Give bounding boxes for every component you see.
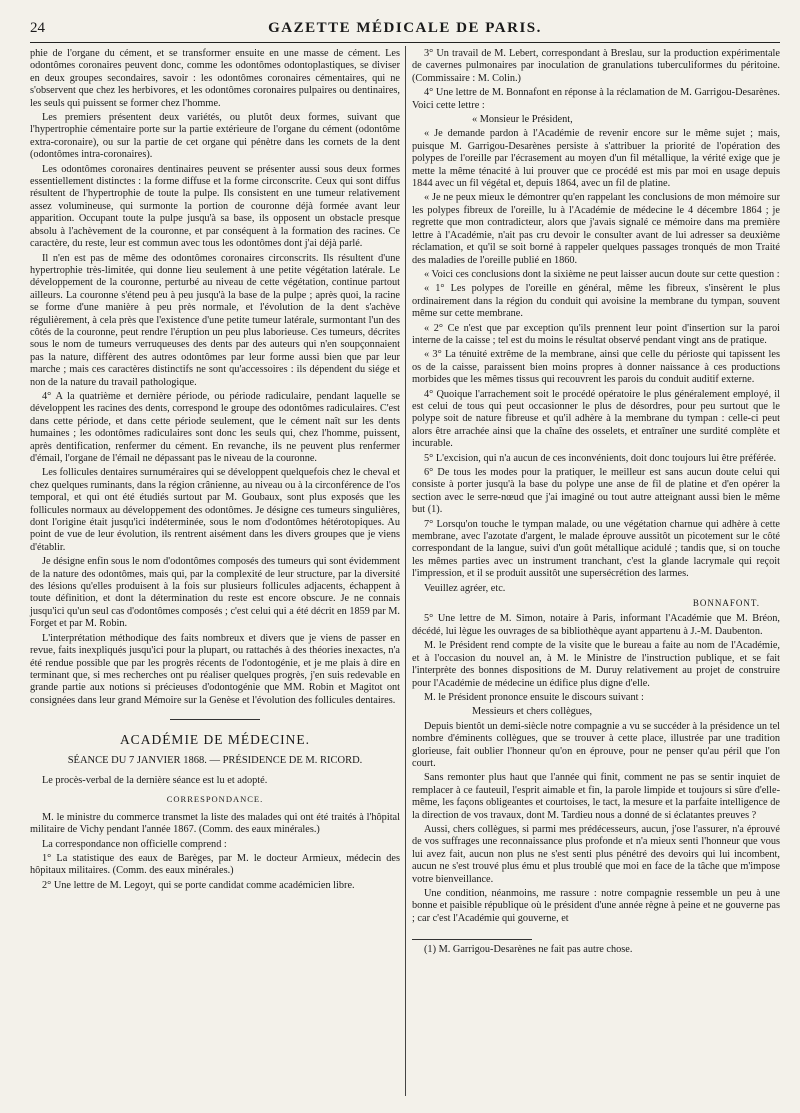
paragraph: Les odontômes coronaires dentinaires peuvent se présenter aussi sous deux formes essentiellement distinctes : la forme diffuse et la forme circonscrite. Ceux qui sont diffus résultent de l'hypertrophie de toute la pulpe. Ils consistent en une tumeur relativement assez volumineuse, qui surmonte la portion de couronne déjà formée avant leur apparition. Occupant toute la pulpe jusqu'à sa base, ils opposent un obstacle presque absolu à l'achèvement de la couronne, et par conséquent à la formation des racines. Ce caractère, du reste, leur est commun avec tous les odontômes dont j'ai déjà parlé. xyxy=(30,163,400,250)
speech-paragraph: Aussi, chers collègues, si parmi mes prédécesseurs, aucun, j'ose l'assurer, n'a éprouvé de vos suffrages une reconnaissance plus profonde et n'a mieux senti l'honneur que vous lui avez fait, aucun non plus ne s'est senti plus pénétré des devoirs qui lui incombent, aucun ne s'est trouvé plus ému et plus troublé que moi en face de la tâche que m'impose votre bienveillance. xyxy=(412,823,780,885)
paragraph: M. le Président rend compte de la visite que le bureau a faite au nom de l'Académie, et à l'occasion du nouvel an, à M. le Ministre de l'instruction publique, et se fait l'interprète des bonnes dispositions de M. Duruy relativement au projet de construire pour l'Académie de médecine un édifice plus digne d'elle. xyxy=(412,640,780,689)
paragraph: M. le Président prononce ensuite le discours suivant : xyxy=(424,691,644,703)
letter-paragraph: « 1° Les polypes de l'oreille en général, même les fibreux, s'insèrent le plus ordinairement dans la région du conduit qui avoisine la membrane du tympan, souvent même sur cette membrane. xyxy=(412,283,780,320)
section-divider xyxy=(170,719,260,720)
paragraph: 4° A la quatrième et dernière période, ou période radiculaire, pendant laquelle se développent les racines des dents, correspond le groupe des odontômes radiculaires. C'est dans cette période, et dans cette période seulement, que le cément naît sur les dents humaines ; les odontômes radiculaires sont donc les seuls qui, chez l'homme, puissent, après dentification, renfermer du cément. En revanche, ils ne peuvent plus renfermer d'émail, l'organe de l'émail ne dépassant pas le niveau de la couronne. xyxy=(30,390,400,464)
left-column xyxy=(30,48,400,894)
page-number: 24 xyxy=(30,20,45,36)
letter-signature: BONNAFONT. xyxy=(692,598,760,609)
right-column xyxy=(412,48,780,959)
session-line: SÉANCE DU 7 JANVIER 1868. — PRÉSIDENCE DE M. RICORD. xyxy=(67,754,363,766)
letter-salutation: « Monsieur le Président, xyxy=(472,114,573,126)
letter-paragraph: « Voici ces conclusions dont la sixième ne peut laisser aucun doute sur cette question : xyxy=(424,268,780,280)
paragraph: Le procès-verbal de la dernière séance est lu et adopté. xyxy=(42,774,268,786)
paragraph: M. le ministre du commerce transmet la liste des malades qui ont été traités à l'hôpital militaire de Vichy pendant l'année 1867. (Comm. des eaux minérales.) xyxy=(30,811,400,836)
paragraph: phie de l'organe du cément, et se transformer ensuite en une masse de cément. Les odontômes coronaires peuvent donc, comme les odontômes odontoplastiques, se diviser en deux groupes secondaires, savoir : les odontômes coronaires cémentaires, qui ne s'observent que chez les herbivores, et les odontômes coronaires pulpaires ou dentinaires, les seuls qui puissent se former chez l'homme. xyxy=(30,48,400,109)
paragraph: Les follicules dentaires surnuméraires qui se développent quelquefois chez le cheval et chez quelques ruminants, dans la région crânienne, au niveau ou à la circonférence de l'os temporal, et qui ont été étudiés surtout par M. Goubaux, sont plus exposés que les follicules normaux au développement des odontômes. Je désigne ces tumeurs singulières, dont l'origine était jusqu'ici indéterminée, sous le nom d'odontômes hétérotopiques. Au point de vue de leur évolution, ils rentrent aisément dans les divers groupes que je viens d'établir. xyxy=(30,467,400,553)
column-divider xyxy=(405,46,406,1096)
paragraph: 5° Une lettre de M. Simon, notaire à Paris, informant l'Académie que M. Bréon, décédé, lui lègue les ouvrages de sa bibliothèque ayant appartenu à J.-M. Daubenton. xyxy=(412,613,780,637)
section-title: ACADÉMIE DE MÉDECINE. xyxy=(119,732,311,748)
paragraph: La correspondance non officielle comprend : xyxy=(42,838,227,850)
letter-paragraph: « Je demande pardon à l'Académie de revenir encore sur le même sujet ; mais, puisque M. Garrigou-Desarènes persiste à s'attribuer la priorité de l'opération des polypes de l'oreille par l'écrasement au moyen d'un fil métallique, la vérité exige que je mette la même ténacité à lui prouver que ce procédé est mis par moi en usage depuis 1844 avec un fil végétal et, depuis 1864, avec un fil de platine. xyxy=(412,128,780,190)
letter-paragraph: « 2° Ce n'est que par exception qu'ils prennent leur point d'insertion sur la paroi interne de la caisse ; tel est du moins le résultat observé pendant vingt ans de pratique. xyxy=(412,322,780,346)
page-header xyxy=(30,18,780,43)
speech-paragraph: Sans remonter plus haut que l'année qui finit, comment ne pas se sentir inquiet de remplacer à ce fauteuil, l'esprit aimable et fin, la parole limpide et toujours si sûre d'elle-même, les façons obligeantes et courtoises, le tact, la mesure et la parfaite intelligence de la direction de vos travaux, dont M. Tardieu nous a donné de si éclatantes preuves ? xyxy=(412,772,780,821)
footnote-divider xyxy=(412,939,532,940)
letter-paragraph: 7° Lorsqu'on touche le tympan malade, ou une végétation charnue qui adhère à cette membrane, avec l'azotate d'argent, le malade éprouve aussitôt un picotement sur le côté correspondant de la langue, suivi d'un goût métallique acidulé ; tandis que, si on touche les mêmes parties avec un instrument tranchant, c'est la glande lacrymale qui reçoit l'impression, et il se produit aussitôt une supersécrétion des larmes. xyxy=(412,518,780,580)
footnote: (1) M. Garrigou-Desarènes ne fait pas autre chose. xyxy=(424,944,633,956)
paragraph: Je désigne enfin sous le nom d'odontômes composés des tumeurs qui sont évidemment de la nature des odontômes, mais qui, par la complexité de leur structure, par la diversité des lésions qu'elles produisent à la fois sur plusieurs follicules adjacents, échappent à toute définition, et dont la détermination du reste est encore obscure. Je ne connais jusqu'ici qu'un seul cas d'odontômes composés ; c'est celui qui a été décrit en 1859 par M. Forget et par M. Robin. xyxy=(30,556,400,630)
paragraph: 3° Un travail de M. Lebert, correspondant à Breslau, sur la production expérimentale de cavernes pulmonaires par inoculation de granulations tuberculiformes du péritoine. (Commissaire : M. Colin.) xyxy=(412,48,780,84)
paragraph: Il n'en est pas de même des odontômes coronaires circonscrits. Ils résultent d'une hypertrophie très-limitée, qui donne lieu seulement à une petite végétation latérale. Le développement de la couronne, perturbé au niveau de cette végétation, continue partout ailleurs. La couronne s'étend peu à peu jusqu'à la base de la pulpe ; après quoi, la racine se forme d'une manière à peu près normale, et l'évolution de la dent s'achève régulièrement, à cela près que l'existence d'une petite tumeur latérale, surmontant l'un des côtés de la couronne, peut rendre l'éruption un peu plus laborieuse. Ces tumeurs, décrites sous le nom de tumeurs verruqueuses des dents par des auteurs qui n'en soupçonnaient pas la nature, diffèrent des autres odontômes par leur forme aussi bien que par leur marche ; mais ces caractères distinctifs ne sont qu'accessoires : ils dépendent du siége et non de la nature du travail pathologique. xyxy=(30,252,400,388)
letter-paragraph: 6° De tous les modes pour la pratiquer, le meilleur est sans aucun doute celui qui consiste à porter jusqu'à la base du polype une anse de fil de platine et d'en opérer la section avec le serre-nœud que j'ai imaginé ou tout autre atteignant aussi bien le même but (1). xyxy=(412,467,780,516)
speech-paragraph: Une condition, néanmoins, me rassure : notre compagnie ressemble un peu à une bonne et paisible république où le président d'une année règne à peine et ne gouverne pas ; car c'est l'Académie qui gouverne, et xyxy=(412,888,780,924)
letter-paragraph: Veuillez agréer, etc. xyxy=(424,582,506,594)
letter-paragraph: 5° L'excision, qui n'a aucun de ces inconvénients, doit donc toujours lui être préférée. xyxy=(424,452,777,464)
paragraph: 2° Une lettre de M. Legoyt, qui se porte candidat comme académicien libre. xyxy=(42,879,355,891)
letter-paragraph: « 3° La ténuité extrême de la membrane, ainsi que celle du périoste qui tapissent les os de la caisse, paraissent bien moins propres à donner naissance à ces productions morbides que les mêmes tissus qui recouvrent les parois du conduit auditif externe. xyxy=(412,349,780,386)
correspondance-heading: CORRESPONDANCE. xyxy=(166,794,264,805)
speech-paragraph: Depuis bientôt un demi-siècle notre compagnie a vu se succéder à la présidence un tel nombre d'éminents collègues, que se trouver à cette place, illustrée par une tradition glorieuse, fait oublier l'honneur qu'on en éprouve, pour ne penser qu'au péril que l'on court. xyxy=(412,720,780,769)
paragraph: 4° Une lettre de M. Bonnafont en réponse à la réclamation de M. Garrigou-Desarènes. Voici cette lettre : xyxy=(412,87,780,111)
paragraph: L'interprétation méthodique des faits nombreux et divers que je viens de passer en revue, faits inexpliqués jusqu'ici pour la plupart, ou rattachés à des théories inexactes, n'a été rendue possible que par les progrès récents de l'odontogénie, et je me plais à dire en terminant que, si mes recherches ont pu réaliser quelques progrès, j'en suis redevable en grande partie aux notions si précieuses d'odontogénie que MM. Robin et Magitot ont consignées dans leur grand Mémoire sur la Genèse et l'évolution des follicules dentaires. xyxy=(30,632,400,706)
letter-paragraph: 4° Quoique l'arrachement soit le procédé opératoire le plus généralement employé, il est celui de tous qui peut occasionner le plus de désordres, pour peu surtout que le polype soit de nature fibreuse et qu'il adhère à la membrane du tympan : celle-ci peut alors être arrachée ainsi que la chaîne des osselets, et entraîner une surdité complète et incurable. xyxy=(412,388,780,450)
letter-paragraph: « Je ne peux mieux le démontrer qu'en rappelant les conclusions de mon mémoire sur les polypes fibreux de l'oreille, lu à l'Académie de médecine le 4 décembre 1864 ; je regrette que mon contradicteur, alors que j'avais signalé ce mémoire dans ma première lettre à l'Académie, n'ait pas cru devoir le consulter avant de lui adresser sa deuxième réclamation, et qu'il se soit borné à rappeler quelques passages tronqués de mon Traité des maladies de l'oreille publié en 1860. xyxy=(412,192,780,266)
paragraph: Les premiers présentent deux variétés, ou plutôt deux formes, suivant que l'hypertrophie cémentaire porte sur la partie extérieure de l'organe du cément (odontôme extra-coronaire), ou sur la partie de cet organe qui pénètre dans les cornets de la dent (odontômes intra-coronaires). xyxy=(30,112,400,161)
speech-salutation: Messieurs et chers collègues, xyxy=(472,706,593,718)
paragraph: 1° La statistique des eaux de Barèges, par M. le docteur Armieux, médecin des hôpitaux militaires. (Comm. des eaux minérales.) xyxy=(30,852,400,877)
journal-title: GAZETTE MÉDICALE DE PARIS. xyxy=(268,20,542,36)
